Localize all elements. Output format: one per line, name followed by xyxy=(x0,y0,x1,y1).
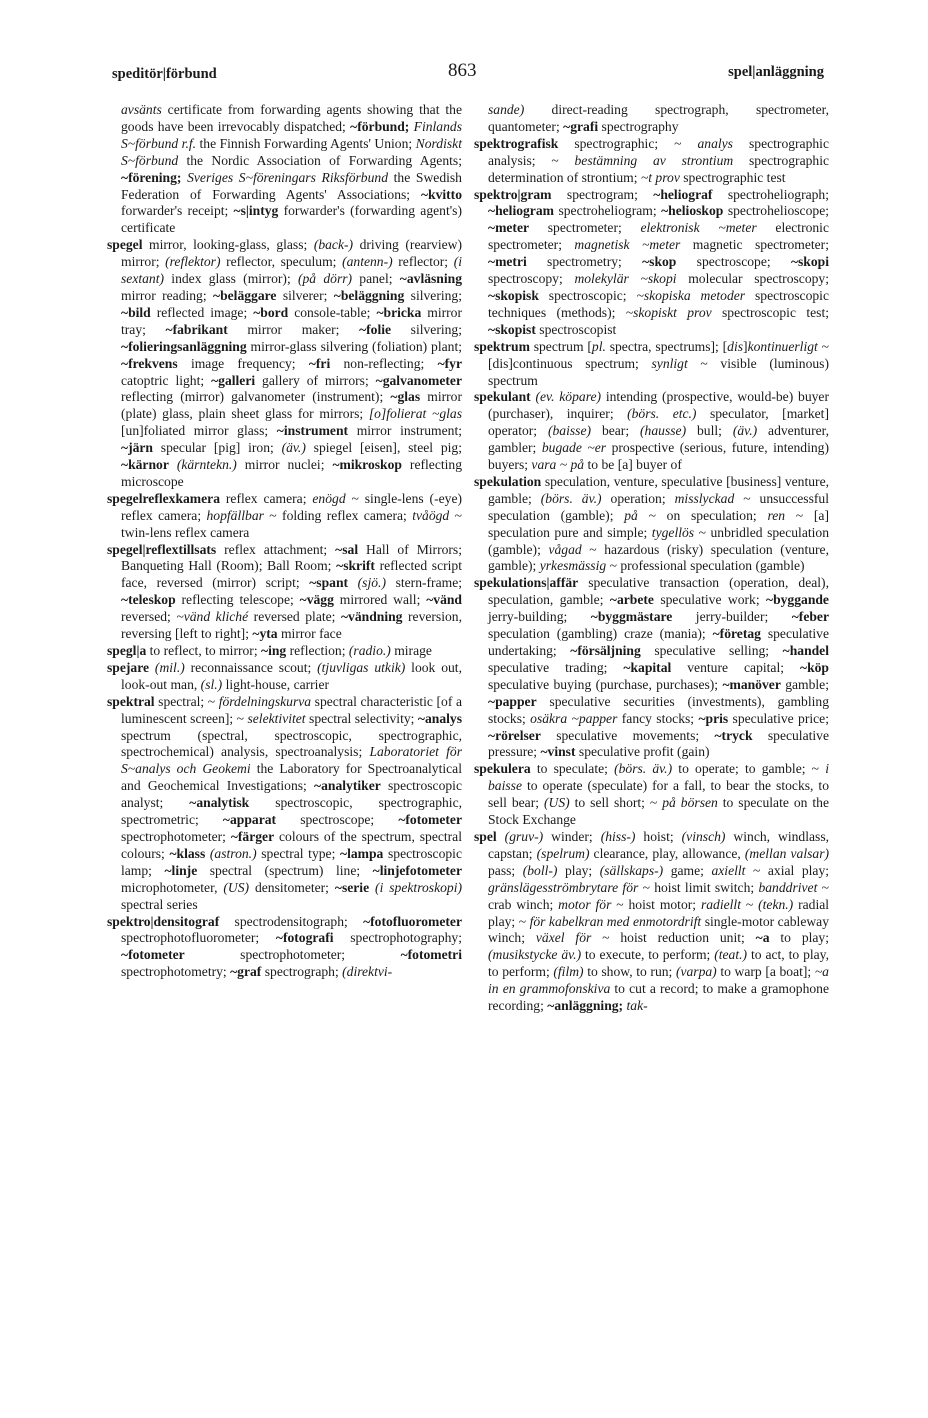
right-column xyxy=(474,102,829,1015)
dictionary-entry: spekulations|affär speculative transaction (operation, deal), speculation, gamble; ~arbete speculative work; ~byggande jerry-building; ~byggmästare jerry-builder; ~feber speculation (gambling) craze (mania); ~företag speculative undertaking; ~försäljning speculative selling; ~handel speculative trading; ~kapital venture capital; ~köp speculative buying (purchase, purchases); ~manöver gamble; ~papper speculative securities (investments), gambling stocks; osäkra ~papper fancy stocks; ~pris speculative price; ~rörelser speculative movements; ~tryck speculative pressure; ~vinst speculative profit (gain) xyxy=(474,575,830,760)
dictionary-entry: spektro|gram spectrogram; ~heliograf spectroheliograph; ~heliogram spectroheliogram; ~helioskop spectrohelioscope; ~meter spectrometer; elektronisk ~meter electronic spectrometer; magnetisk ~meter magnetic spectrometer; ~metri spectrometry; ~skop spectroscope; ~skopi spectroscopy; molekylär ~skopi molecular spectroscopy; ~skopisk spectroscopic; ~skopiska metoder spectroscopic techniques (methods); ~skopiskt prov spectroscopic test; ~skopist spectroscopist xyxy=(474,186,829,337)
dictionary-entry: spegel|reflextillsats reflex attachment; ~sal Hall of Mirrors; Banqueting Hall (Room); Ball Room; ~skrift reflected script face, reversed (mirror) script; ~spant (sjö.) stern-frame; ~teleskop reflecting telescope; ~vägg mirrored wall; ~vänd reversed; ~vänd kliché reversed plate; ~vändning reversion, reversing [left to right]; ~yta mirror face xyxy=(107,541,463,642)
running-head-right: spel|anläggning xyxy=(728,64,824,80)
dictionary-entry: spel (gruv-) winder; (hiss-) hoist; (vinsch) winch, windlass, capstan; (spelrum) clearance, play, allowance, (mellan valsar) pass; (boll-) play; (sällskaps-) game; axiellt ~ axial play; gränslägesströmbrytare för ~ hoist limit switch; banddrivet ~ crab winch; motor för ~ hoist motor; radiellt ~ (tekn.) radial play; ~ för kabelkran med enmotordrift single-motor cableway winch; växel för ~ hoist reduction unit; ~a to play; (musikstycke äv.) to execute, to perform; (teat.) to act, to play, to perform; (film) to show, to run; (varpa) to warp [a boat]; ~a in en grammofonskiva to cut a record; to make a gramophone recording; ~anläggning; tak- xyxy=(474,828,830,1014)
left-column xyxy=(107,102,462,981)
page-number: 863 xyxy=(448,60,477,81)
dictionary-entry: sande) direct-reading spectrograph, spectrometer, quantometer; ~grafi spectrography xyxy=(488,102,829,134)
dictionary-entry: spekulation speculation, venture, speculative [business] venture, gamble; (börs. äv.) operation; misslyckad ~ unsuccessful speculation (gamble); på ~ on speculation; ren ~ [a] speculation pure and simple; tygellös ~ unbridled speculation (gamble); vågad ~ hazardous (risky) speculation (venture, gamble); yrkesmässig ~ professional speculation (gamble) xyxy=(474,473,830,574)
dictionary-entry: spejare (mil.) reconnaissance scout; (tjuvligas utkik) look out, look-out man, (sl.) light-house, carrier xyxy=(107,659,462,692)
dictionary-entry: spegl|a to reflect, to mirror; ~ing reflection; (radio.) mirage xyxy=(107,643,432,658)
running-head-left: speditör|förbund xyxy=(112,66,217,82)
dictionary-entry: spekulera to speculate; (börs. äv.) to operate; to gamble; ~ i baisse to operate (speculate) for a fall, to bear the stocks, to sell bear; (US) to sell short; ~ på börsen to speculate on the Stock Exchange xyxy=(474,761,830,828)
dictionary-entry: spektrum spectrum [pl. spectra, spectrums]; [dis]kontinuerligt ~ [dis]continuous spectrum; synligt ~ visible (luminous) spectrum xyxy=(474,338,829,388)
dictionary-entry: avsänts certificate from forwarding agents showing that the goods have been irrevocably dispatched; ~förbund; Finlands S~förbund r.f. the Finnish Forwarding Agents' Union; Nordiskt S~förbund the Nordic Association of Forwarding Agents; ~förening; Sveriges S~föreningars Riksförbund the Swedish Federation of Forwarding Agents' Associations; ~kvitto forwarder's receipt; ~s|intyg forwarder's (forwarding agent's) certificate xyxy=(121,102,462,236)
page-header xyxy=(112,58,824,84)
dictionary-entry: spektral spectral; ~ fördelningskurva spectral characteristic [of a luminescent screen]; ~ selektivitet spectral selectivity; ~analys spectrum (spectral, spectroscopic, spectrographic, spectrochemical) analysis, spectroanalysis; Laboratoriet för S~analys och Geokemi the Laboratory for Spectroanalytical and Geochemical Investigations; ~analytiker spectroscopic analyst; ~analytisk spectroscopic, spectrographic, spectrometric; ~apparat spectroscope; ~fotometer spectrophotometer; ~färger colours of the spectrum, spectral colours; ~klass (astron.) spectral type; ~lampa spectroscopic lamp; ~linje spectral (spectrum) line; ~linjefotometer microphotometer, (US) densitometer; ~serie (i spektroskopi) spectral series xyxy=(107,693,463,912)
dictionary-entry: spektrografisk spectrographic; ~ analys spectrographic analysis; ~ bestämning av strontium spectrographic determination of strontium; ~t prov spectrographic test xyxy=(474,135,830,185)
dictionary-entry: spegelreflexkamera reflex camera; enögd ~ single-lens (-eye) reflex camera; hopfällbar ~ folding reflex camera; tvåögd ~ twin-lens reflex camera xyxy=(107,490,462,540)
dictionary-entry: spekulant (ev. köpare) intending (prospective, would-be) buyer (purchaser), inquirer; (börs. etc.) speculator, [market] operator; (baisse) bear; (hausse) bull; (äv.) adventurer, gambler; bugade ~er prospective (serious, future, intending) buyers; vara ~ på to be [a] buyer of xyxy=(474,389,830,473)
dictionary-entry: spektro|densitograf spectrodensitograph; ~fotofluorometer spectrophotofluorometer; ~fotografi spectrophotography; ~fotometer spectrophotometer; ~fotometri spectrophotometry; ~graf spectrograph; (direktvi- xyxy=(107,913,462,980)
dictionary-entry: spegel mirror, looking-glass, glass; (back-) driving (rearview) mirror; (reflektor) reflector, speculum; (antenn-) reflector; (i sextant) index glass (mirror); (på dörr) panel; ~avläsning mirror reading; ~beläggare silverer; ~beläggning silvering; ~bild reflected image; ~bord console-table; ~bricka mirror tray; ~fabrikant mirror maker; ~folie silvering; ~folieringsanläggning mirror-glass silvering (foliation) plant; ~frekvens image frequency; ~fri non-reflecting; ~fyr catoptric light; ~galleri gallery of mirrors; ~galvanometer reflecting (mirror) galvanometer (instrument); ~glas mirror (plate) glass, plain sheet glass for mirrors; [o]folierat ~glas [un]foliated mirror glass; ~instrument mirror instrument; ~järn specular [pig] iron; (äv.) spiegel [eisen], steel pig; ~kärnor (kärntekn.) mirror nuclei; ~mikroskop reflecting microscope xyxy=(107,237,463,489)
